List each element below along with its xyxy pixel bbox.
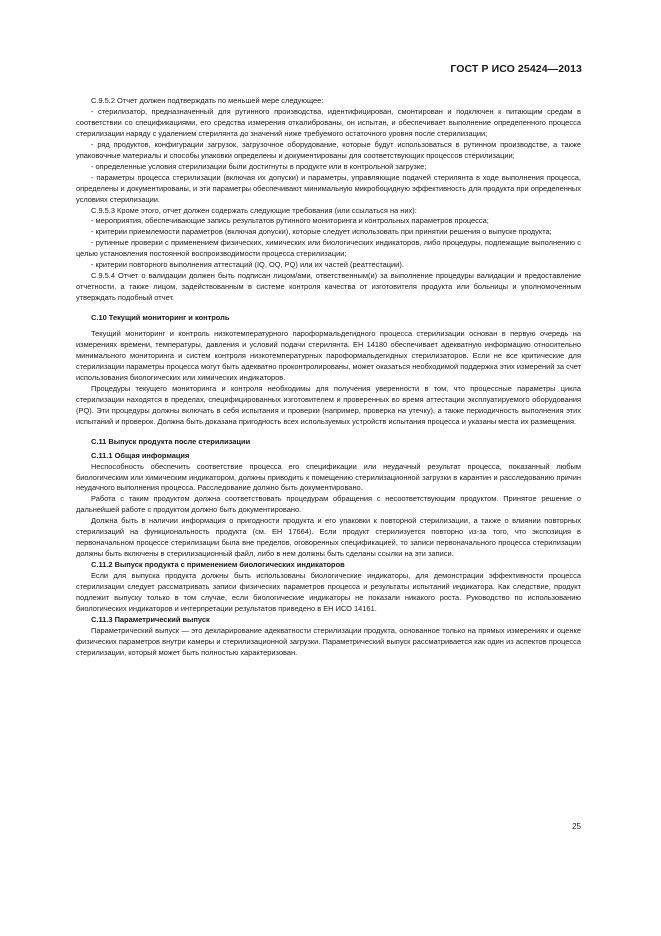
page-number: 25 <box>572 822 581 831</box>
list-item: - критерии приемлемости параметров (включая допуски), которые следует использовать при принятии решения о выпуске продукта; <box>91 227 552 237</box>
subsection-heading: С.11.2 Выпуск продукта с применением биологических индикаторов <box>91 560 345 570</box>
list-item: - ряд продуктов, конфигурации загрузок, загрузочное оборудование, которые будут использоваться в рутинном производстве, а также упаковочные материалы и способы упаковки определены и документированы для соответствующих процессов стерилизации; <box>76 139 581 160</box>
paragraph: Должна быть в наличии информация о пригодности продукта и его упаковки к повторной стерилизации, а также о влиянии повторных стерилизаций на функциональность продукта (см. ЕН 17664). Если продукт стерилизуется повторно из-за того, что экспозиция в первоначальном процессе стерилизации была вне пределов, оговоренных спецификацией, то записи первоначального процесса стерилизации должны быть включены в стерилизационный файл, либо в нем должны быть сделаны ссылки на эти записи. <box>76 516 581 559</box>
paragraph: С.9.5.2 Отчет должен подтверждать по меньшей мере следующее: <box>91 96 324 105</box>
paragraph: С.9.5.4 Отчет о валидации должен быть подписан лицом/ами, ответственным(и) за выполнение процедуры валидации и предоставление отчетности, а также лицом, задействованным в системе контроля качества от изготовителя продукта или больницы и уполномоченным утверждать подобный отчет. <box>76 271 581 303</box>
page-body <box>76 96 581 659</box>
paragraph: Текущий мониторинг и контроль низкотемпературного пароформальдегидного процесса стерилизации основан в первую очередь на измерениях времени, температуры, давления и условий подачи стерилянта. ЕН 14180 обеспечивает адекватную информацию относительно минимального мониторинга и систем контроля низкотемпературных пароформальдегидных стерилизаторов. Если не все критические для стерилизации параметры процесса могут быть адекватно проконтролированы, может оказаться необходимой поддержка этих измерений за счет использования биологических или химических индикаторов. <box>76 329 581 382</box>
list-item: - критерии повторного выполнения аттестаций (IQ, OQ, PQ) или их частей (реаттестации). <box>91 260 404 270</box>
paragraph: Если для выпуска продукта должны быть использованы биологические индикаторы, для демонстрации эффективности процесса стерилизации следует рассматривать записи физических параметров процесса и результаты испытаний индикатора. Как следствие, продукт подлежит выпуску только в том случае, если биологические индикаторы не показали никакого роста. Руководство по использованию биологических индикаторов и интерпретации результатов приведено в ЕН ИСО 14161. <box>76 571 581 613</box>
running-header: ГОСТ Р ИСО 25424—2013 <box>450 63 582 75</box>
paragraph: С.9.5.3 Кроме этого, отчет должен содержать следующие требования (или ссылаться на них): <box>91 205 417 215</box>
paragraph: Процедуры текущего мониторинга и контроля необходимы для получения уверенности в том, что процессные параметры цикла стерилизации находятся в пределах, специфицированных изготовителем и проверенных во время аттестации эксплуатируемого оборудования (PQ). Эти процедуры должны включать в себя испытания и проверки (например, проверка на утечку), а также периодичность выполнения этих испытаний и проверок. Должна быть доказана пригодность всех используемых устройств испытания процесса и указаны места их размещения. <box>76 383 581 426</box>
list-item: - мероприятия, обеспечивающие запись результатов рутинного мониторинга и контрольных параметров процесса; <box>91 216 489 226</box>
paragraph: Неспособность обеспечить соответствие процесса его спецификации или неудачный результат процесса, показанный любым биологическим или химическим индикатором, должны приводить к помещению стерилизационной загрузки в карантин и расследованию причин неудачного выполнения процесса. Расследование должно быть документировано. <box>76 461 581 493</box>
subsection-heading: С.11.1 Общая информация <box>91 450 190 460</box>
paragraph: Работа с таким продуктом должна соответствовать процедурам обращения с несоответствующим продуктом. Принятое решение о дальнейшей работе с продуктом должно быть документировано. <box>76 494 581 515</box>
subsection-heading: С.11.3 Параметрический выпуск <box>91 614 210 624</box>
list-item: - рутинные проверки с применением физических, химических или биологических индикаторов, либо процедуры, подлежащие выполнению с целью установления постоянной воспроизводимости процесса стерилизации; <box>76 238 581 259</box>
list-item: - стерилизатор, предназначенный для рутинного производства, идентифицирован, смонтирован и подключен к питающим средам в соответствии со спецификациями, его средства измерения откалиброваны, он испытан, и обеспечивает выполнение определенного процесса стерилизации наряду с удалением стерилянта до значений ниже требуемого остаточного уровня после стерилизации; <box>76 106 581 138</box>
list-item: - определенные условия стерилизации были достигнуты в продукте или в контрольной загрузке; <box>91 161 427 171</box>
paragraph: Параметрический выпуск — это декларирование адекватности стерилизации продукта, основанное только на прямых измерениях и оценке физических параметров внутри камеры и стерилизационной загрузки. Параметрический выпуск рассматривается как один из аспектов процесса стерилизации, который может быть полностью характеризован. <box>76 625 581 657</box>
list-item: - параметры процесса стерилизации (включая их допуски) и параметры, управляющие подачей стерилянта в ходе выполнения процесса, определены и документированы, и эти параметры обеспечивают минимальную микробоцидную эффективность для продукта при определенных условиях стерилизации. <box>76 172 581 204</box>
section-heading: С.11 Выпуск продукта после стерилизации <box>91 436 251 446</box>
section-heading: С.10 Текущий мониторинг и контроль <box>91 313 230 323</box>
